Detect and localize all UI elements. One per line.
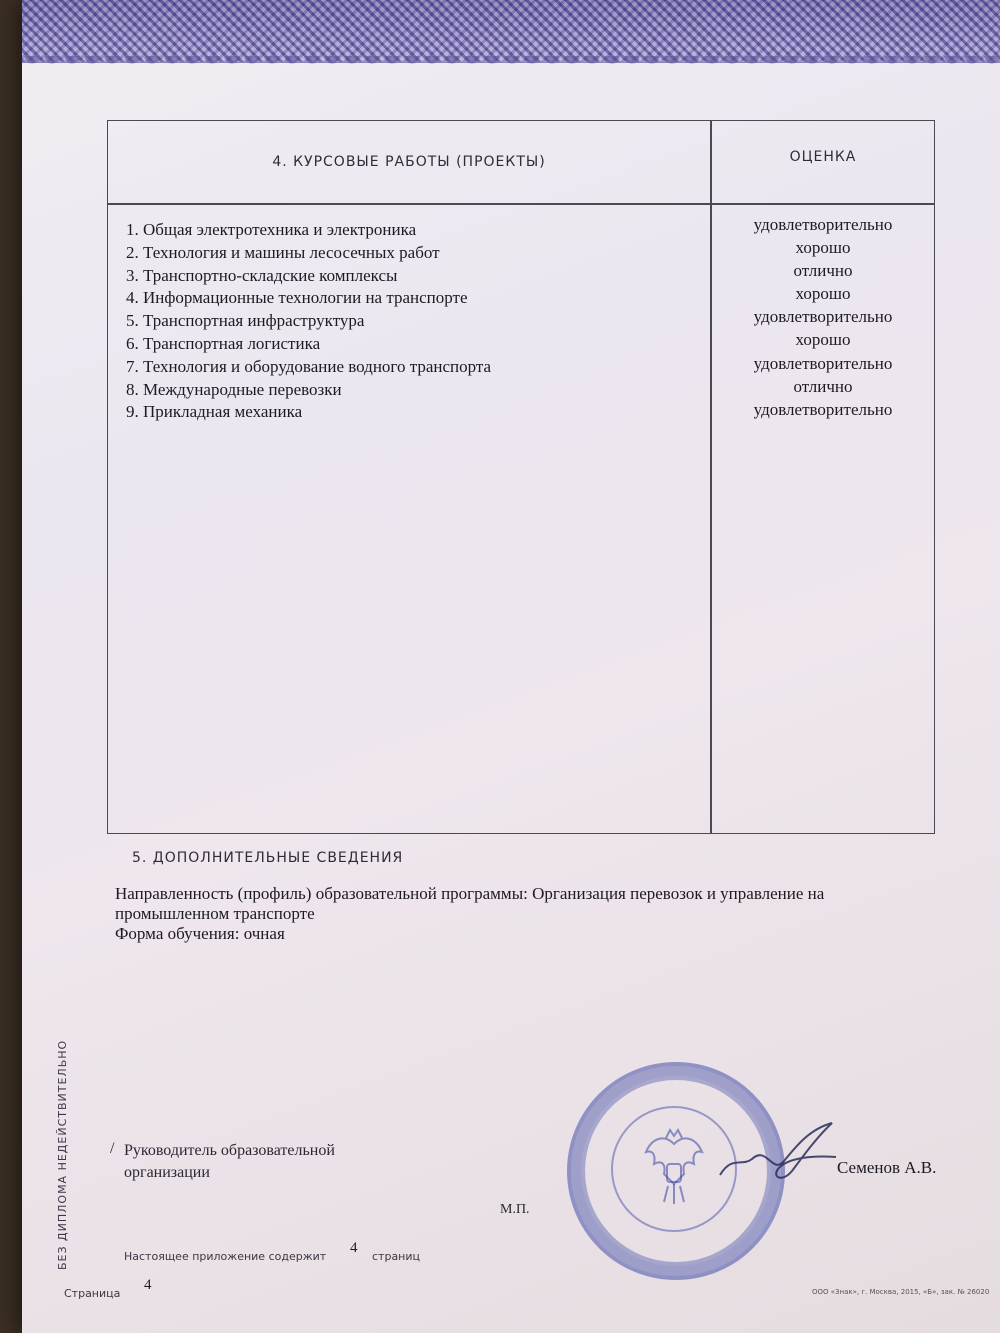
pages-count-text: Настоящее приложение содержит [124, 1250, 327, 1263]
grade-item: хорошо [795, 238, 851, 258]
additional-info-title: 5. ДОПОЛНИТЕЛЬНЫЕ СВЕДЕНИЯ [132, 850, 404, 866]
study-form-line: Форма обучения: очная [115, 924, 285, 943]
course-item: 1. Общая электротехника и электроника [126, 220, 417, 239]
grade-item: удовлетворительно [753, 307, 893, 327]
signature-slash: / [110, 1140, 115, 1157]
grade-item: отлично [793, 261, 853, 281]
signer-title-line2: организации [124, 1164, 210, 1181]
coursework-table [107, 120, 935, 834]
program-profile-line: Направленность (профиль) образовательной программы: Организация перевозок и управление на [115, 884, 825, 903]
page-number: 4 [144, 1277, 152, 1293]
pages-count-value: 4 [350, 1240, 358, 1256]
document-page [22, 0, 1000, 1333]
program-profile-line-cont: промышленном транспорте [115, 904, 315, 923]
course-item: 4. Информационные технологии на транспорте [126, 288, 468, 308]
security-ornament-band [22, 0, 1000, 63]
seal-place-label: М.П. [500, 1202, 530, 1217]
coat-of-arms-icon [634, 1124, 714, 1214]
course-item: 7. Технология и оборудование водного транспорта [126, 356, 492, 376]
grade-item: удовлетворительно [753, 353, 893, 373]
handwritten-signature [712, 1115, 842, 1195]
pages-count-word: страниц [372, 1250, 421, 1263]
course-item: 9. Прикладная механика [126, 402, 303, 422]
grade-item: удовлетворительно [753, 215, 893, 234]
additional-info-body [115, 884, 895, 944]
grade-item: хорошо [795, 330, 851, 350]
coursework-header: 4. КУРСОВЫЕ РАБОТЫ (ПРОЕКТЫ) [272, 154, 546, 170]
validity-notice: БЕЗ ДИПЛОМА НЕДЕЙСТВИТЕЛЬНО [56, 1039, 69, 1270]
grade-item: отлично [793, 376, 853, 396]
grade-item: удовлетворительно [753, 399, 893, 419]
course-item: 3. Транспортно-складские комплексы [126, 265, 398, 285]
grade-list [712, 213, 934, 421]
grade-header: ОЦЕНКА [789, 149, 857, 165]
page-label: Страница [64, 1287, 121, 1300]
grade-item: хорошо [795, 284, 851, 304]
ornament-edge [22, 56, 1000, 70]
course-item: 6. Транспортная логистика [126, 333, 321, 353]
course-item: 8. Международные перевозки [126, 379, 342, 399]
signer-title [112, 1140, 335, 1184]
course-list [126, 219, 491, 424]
header-divider [108, 203, 934, 205]
signer-name: Семенов А.В. [837, 1158, 937, 1177]
printer-imprint: ООО «Знак», г. Москва, 2015, «Б», зак. № 26020 [812, 1288, 990, 1296]
course-item: 2. Технология и машины лесосечных работ [126, 242, 440, 262]
signer-title-line1: Руководитель образовательной [124, 1142, 335, 1159]
course-item: 5. Транспортная инфраструктура [126, 311, 365, 331]
